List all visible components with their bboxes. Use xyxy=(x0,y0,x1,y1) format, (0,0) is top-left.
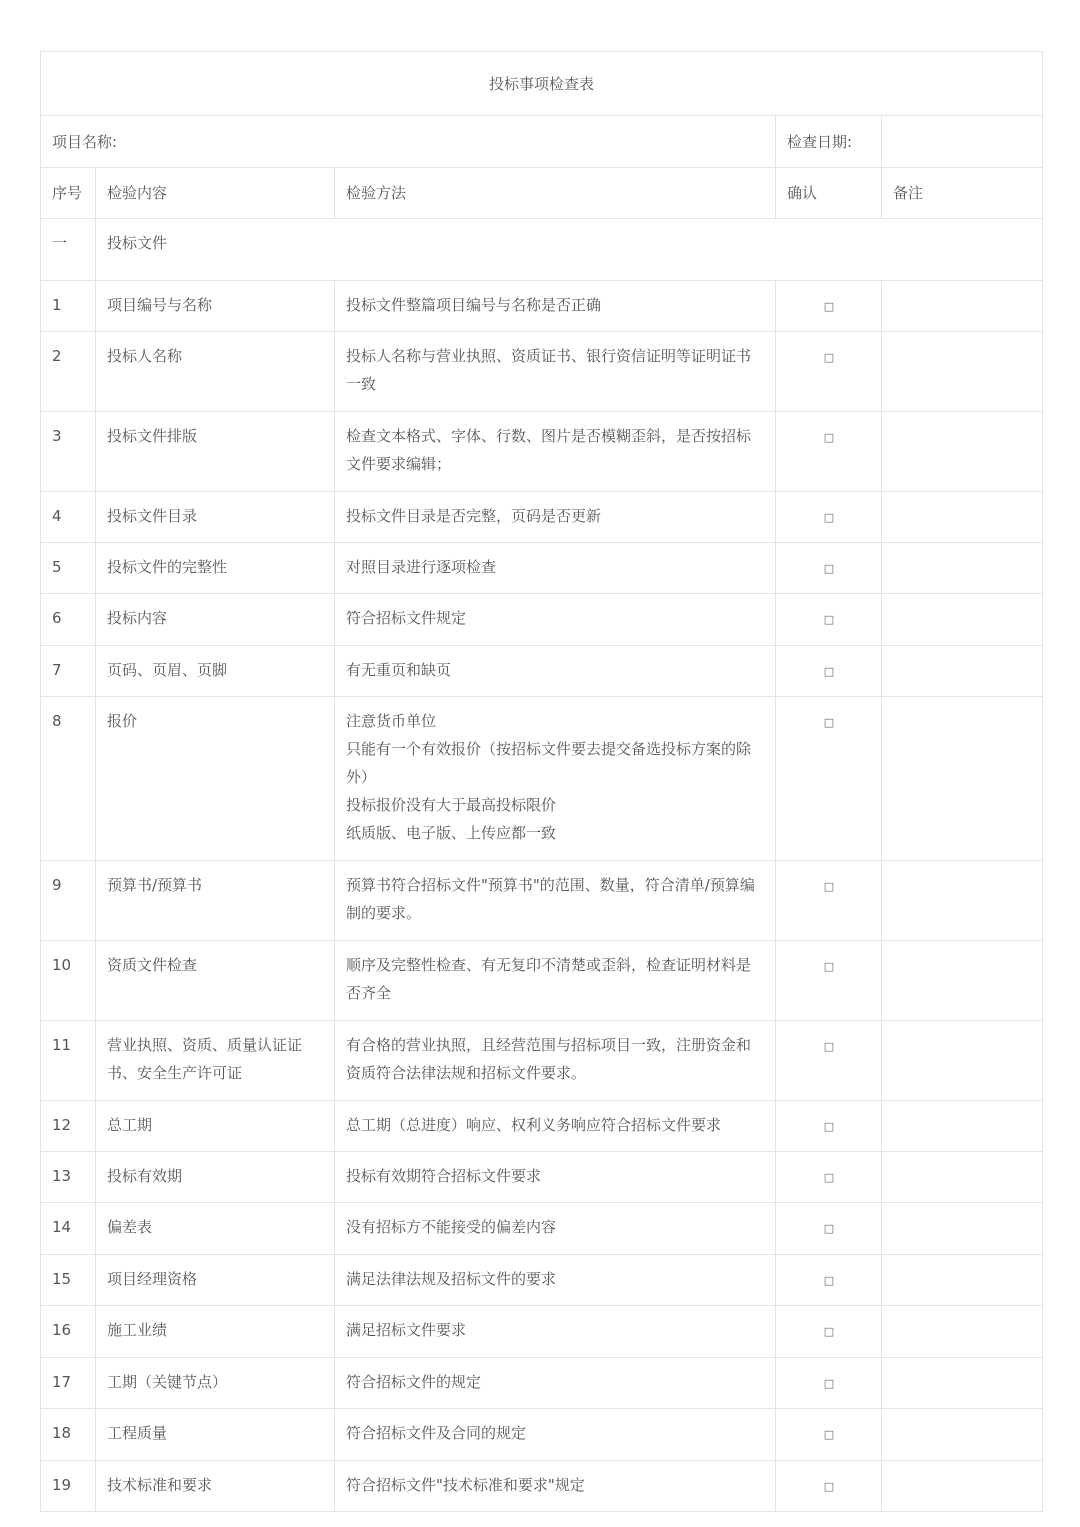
row-content: 工期（关键节点） xyxy=(96,1358,335,1409)
table-row xyxy=(41,332,1043,412)
row-method: 满足法律法规及招标文件的要求 xyxy=(335,1255,776,1306)
confirm-checkbox[interactable]: □ xyxy=(776,1461,882,1512)
confirm-checkbox[interactable]: □ xyxy=(776,412,882,492)
row-remark[interactable] xyxy=(882,1255,1043,1306)
header-confirm: 确认 xyxy=(776,168,882,219)
table-row xyxy=(41,1101,1043,1152)
row-no: 19 xyxy=(41,1461,96,1512)
row-remark[interactable] xyxy=(882,697,1043,861)
header-remark: 备注 xyxy=(882,168,1043,219)
table-row xyxy=(41,1409,1043,1461)
row-remark[interactable] xyxy=(882,1358,1043,1409)
row-remark[interactable] xyxy=(882,1101,1043,1152)
row-method: 对照目录进行逐项检查 xyxy=(335,543,776,594)
header-row xyxy=(41,168,1043,219)
row-no: 1 xyxy=(41,281,96,332)
section-row xyxy=(41,219,1043,281)
table-row xyxy=(41,492,1043,543)
row-remark[interactable] xyxy=(882,1409,1043,1461)
row-method: 投标有效期符合招标文件要求 xyxy=(335,1152,776,1203)
row-no: 14 xyxy=(41,1203,96,1255)
row-method: 符合招标文件"技术标准和要求"规定 xyxy=(335,1461,776,1512)
table-row xyxy=(41,941,1043,1021)
table-row xyxy=(41,594,1043,646)
row-method: 满足招标文件要求 xyxy=(335,1306,776,1358)
row-method: 没有招标方不能接受的偏差内容 xyxy=(335,1203,776,1255)
row-no: 11 xyxy=(41,1021,96,1101)
row-no: 15 xyxy=(41,1255,96,1306)
confirm-checkbox[interactable]: □ xyxy=(776,594,882,646)
row-remark[interactable] xyxy=(882,543,1043,594)
confirm-checkbox[interactable]: □ xyxy=(776,646,882,697)
check-date-label: 检查日期: xyxy=(776,116,882,168)
row-content: 预算书/预算书 xyxy=(96,861,335,941)
confirm-checkbox[interactable]: □ xyxy=(776,941,882,1021)
row-no: 6 xyxy=(41,594,96,646)
confirm-checkbox[interactable]: □ xyxy=(776,332,882,412)
row-remark[interactable] xyxy=(882,281,1043,332)
row-method: 有无重页和缺页 xyxy=(335,646,776,697)
row-content: 投标有效期 xyxy=(96,1152,335,1203)
row-content: 总工期 xyxy=(96,1101,335,1152)
table-row xyxy=(41,1021,1043,1101)
header-no: 序号 xyxy=(41,168,96,219)
row-no: 3 xyxy=(41,412,96,492)
table-row xyxy=(41,646,1043,697)
row-method: 符合招标文件及合同的规定 xyxy=(335,1409,776,1461)
row-no: 18 xyxy=(41,1409,96,1461)
section-label: 投标文件 xyxy=(96,219,1043,281)
row-content: 营业执照、资质、质量认证证书、安全生产许可证 xyxy=(96,1021,335,1101)
row-content: 工程质量 xyxy=(96,1409,335,1461)
info-row xyxy=(41,116,1043,168)
row-method: 顺序及完整性检查、有无复印不清楚或歪斜，检查证明材料是否齐全 xyxy=(335,941,776,1021)
row-remark[interactable] xyxy=(882,1152,1043,1203)
row-no: 10 xyxy=(41,941,96,1021)
table-row xyxy=(41,281,1043,332)
row-method: 符合招标文件规定 xyxy=(335,594,776,646)
row-remark[interactable] xyxy=(882,594,1043,646)
row-remark[interactable] xyxy=(882,1461,1043,1512)
row-remark[interactable] xyxy=(882,1306,1043,1358)
confirm-checkbox[interactable]: □ xyxy=(776,1152,882,1203)
confirm-checkbox[interactable]: □ xyxy=(776,1255,882,1306)
row-content: 投标人名称 xyxy=(96,332,335,412)
row-no: 12 xyxy=(41,1101,96,1152)
row-remark[interactable] xyxy=(882,646,1043,697)
row-remark[interactable] xyxy=(882,861,1043,941)
row-content: 报价 xyxy=(96,697,335,861)
row-no: 17 xyxy=(41,1358,96,1409)
row-no: 5 xyxy=(41,543,96,594)
row-remark[interactable] xyxy=(882,332,1043,412)
row-method: 预算书符合招标文件"预算书"的范围、数量，符合清单/预算编制的要求。 xyxy=(335,861,776,941)
row-content: 投标内容 xyxy=(96,594,335,646)
confirm-checkbox[interactable]: □ xyxy=(776,697,882,861)
row-content: 页码、页眉、页脚 xyxy=(96,646,335,697)
table-row xyxy=(41,1306,1043,1358)
row-content: 资质文件检查 xyxy=(96,941,335,1021)
table-title: 投标事项检查表 xyxy=(41,52,1043,116)
row-content: 项目编号与名称 xyxy=(96,281,335,332)
confirm-checkbox[interactable]: □ xyxy=(776,1358,882,1409)
row-content: 技术标准和要求 xyxy=(96,1461,335,1512)
confirm-checkbox[interactable]: □ xyxy=(776,492,882,543)
row-no: 9 xyxy=(41,861,96,941)
project-name-label: 项目名称: xyxy=(41,116,776,168)
row-content: 项目经理资格 xyxy=(96,1255,335,1306)
row-remark[interactable] xyxy=(882,412,1043,492)
row-method: 投标人名称与营业执照、资质证书、银行资信证明等证明证书一致 xyxy=(335,332,776,412)
row-method: 符合招标文件的规定 xyxy=(335,1358,776,1409)
table-row xyxy=(41,697,1043,861)
confirm-checkbox[interactable]: □ xyxy=(776,1306,882,1358)
bid-checklist-table xyxy=(40,51,1043,1512)
table-row xyxy=(41,543,1043,594)
table-row xyxy=(41,412,1043,492)
confirm-checkbox[interactable]: □ xyxy=(776,1203,882,1255)
row-method: 投标文件目录是否完整，页码是否更新 xyxy=(335,492,776,543)
confirm-checkbox[interactable]: □ xyxy=(776,1409,882,1461)
row-content: 施工业绩 xyxy=(96,1306,335,1358)
header-content: 检验内容 xyxy=(96,168,335,219)
table-row xyxy=(41,1358,1043,1409)
confirm-checkbox[interactable]: □ xyxy=(776,1021,882,1101)
table-row xyxy=(41,1203,1043,1255)
row-remark[interactable] xyxy=(882,941,1043,1021)
row-content: 投标文件排版 xyxy=(96,412,335,492)
confirm-checkbox[interactable]: □ xyxy=(776,281,882,332)
table-row xyxy=(41,1152,1043,1203)
row-remark[interactable] xyxy=(882,1021,1043,1101)
row-method: 有合格的营业执照，且经营范围与招标项目一致，注册资金和资质符合法律法规和招标文件要求。 xyxy=(335,1021,776,1101)
row-no: 4 xyxy=(41,492,96,543)
row-content: 投标文件目录 xyxy=(96,492,335,543)
row-method: 注意货币单位 只能有一个有效报价（按招标文件要去提交备选投标方案的除外） 投标报价没有大于最高投标限价 纸质版、电子版、上传应都一致 xyxy=(335,697,776,861)
confirm-checkbox[interactable]: □ xyxy=(776,1101,882,1152)
table-row xyxy=(41,861,1043,941)
section-no: 一 xyxy=(41,219,96,281)
row-method: 总工期（总进度）响应、权利义务响应符合招标文件要求 xyxy=(335,1101,776,1152)
header-method: 检验方法 xyxy=(335,168,776,219)
row-no: 2 xyxy=(41,332,96,412)
row-no: 7 xyxy=(41,646,96,697)
title-row xyxy=(41,52,1043,116)
row-method: 检查文本格式、字体、行数、图片是否模糊歪斜，是否按招标文件要求编辑； xyxy=(335,412,776,492)
table-row xyxy=(41,1461,1043,1512)
confirm-checkbox[interactable]: □ xyxy=(776,861,882,941)
check-date-value[interactable] xyxy=(882,116,1043,168)
row-no: 13 xyxy=(41,1152,96,1203)
row-content: 投标文件的完整性 xyxy=(96,543,335,594)
row-method: 投标文件整篇项目编号与名称是否正确 xyxy=(335,281,776,332)
confirm-checkbox[interactable]: □ xyxy=(776,543,882,594)
row-no: 8 xyxy=(41,697,96,861)
row-no: 16 xyxy=(41,1306,96,1358)
row-remark[interactable] xyxy=(882,1203,1043,1255)
row-content: 偏差表 xyxy=(96,1203,335,1255)
row-remark[interactable] xyxy=(882,492,1043,543)
table-row xyxy=(41,1255,1043,1306)
